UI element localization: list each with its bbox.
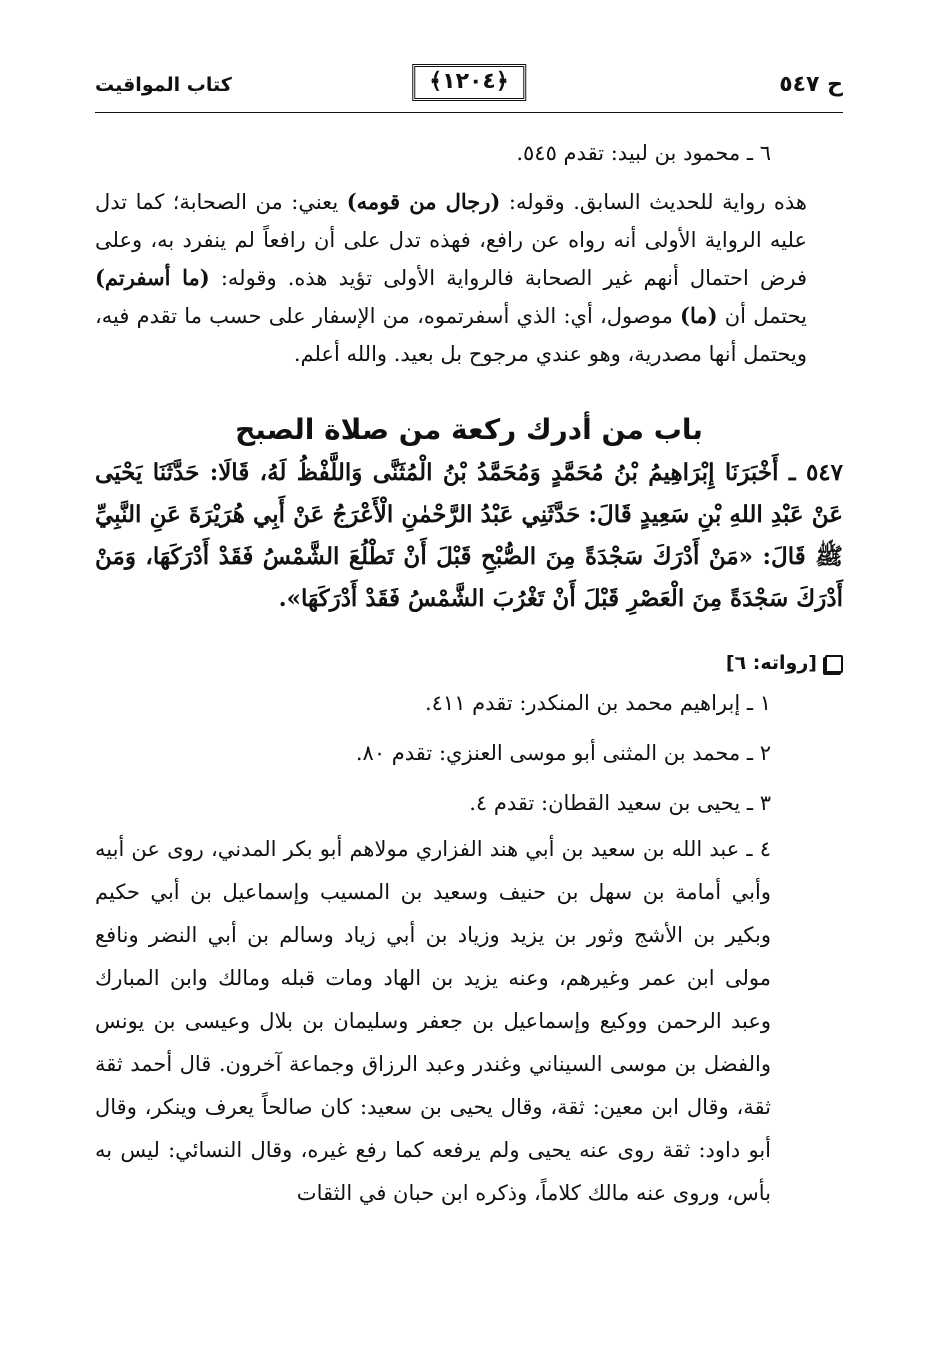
square-bullet-icon [825, 655, 843, 673]
narrator-entry: ٢ ـ محمد بن المثنى أبو موسى العنزي: تقدم ٨٠. [355, 741, 771, 765]
narrators-heading [95, 648, 843, 678]
narrator-entry: ١ ـ إبراهيم محمد بن المنكدر: تقدم ٤١١. [424, 691, 771, 715]
page-number: ﴿١٢٠٤﴾ [412, 64, 526, 101]
commentary-paragraph [95, 183, 843, 373]
commentary-quote: (ما) [680, 303, 718, 328]
book-title: كتاب المواقيت [95, 74, 232, 96]
commentary-quote: (رجال من قومه) [346, 189, 501, 214]
narrator-entry: ٣ ـ يحيى بن سعيد القطان: تقدم ٤. [469, 791, 771, 815]
hadith-reference: ح ٥٤٧ [779, 72, 843, 97]
commentary-text: هذه رواية للحديث السابق. وقوله: [500, 190, 807, 214]
running-header [95, 60, 843, 113]
hadith-text: أَخْبَرَنَا إِبْرَاهِيمُ بْنُ مُحَمَّدٍ وَمُحَمَّدُ بْنُ الْمُثَنَّى وَاللَّفْظُ لَهُ، قَالَا: حَدَّثَنَا يَحْيَى عَنْ عَبْدِ اللهِ بْنِ سَعِيدٍ قَالَ: حَدَّثَنِي عَبْدُ الرَّحْمٰنِ الْأَعْرَجُ عَنْ أَبِي هُرَيْرَةَ عَنِ النَّبِيِّ ﷺ قَالَ: «مَنْ أَدْرَكَ سَجْدَةً مِنَ الصُّبْحِ قَبْلَ أَنْ تَطْلُعَ الشَّمْسُ فَقَدْ أَدْرَكَهَا، وَمَنْ أَدْرَكَ سَجْدَةً مِنَ الْعَصْرِ قَبْلَ أَنْ تَغْرُبَ الشَّمْسُ فَقَدْ أَدْرَكَهَا». [95, 459, 843, 612]
chapter-heading: باب من أدرك ركعة من صلاة الصبح [235, 413, 703, 446]
narrators-heading-label: [رواته: ٦] [725, 652, 817, 674]
commentary-text: يعني: من الصحابة؛ كما تدل عليه الرواية الأولى أنه رواه عن رافع، فهذه تدل على أن رافعاً لم ينفرد به، وعلى فرض احتمال أنهم غير الصحابة فالرواية الأولى تؤيد هذه. وقوله: [95, 190, 807, 290]
hadith-number: ٥٤٧ ـ [788, 459, 843, 486]
narrator-biography: ٤ ـ عبد الله بن سعيد بن أبي هند الفزاري مولاهم أبو بكر المدني، روى عن أبيه وأبي أمامة بن سهل بن حنيف وسعيد بن المسيب وإسماعيل بن أبي حكيم وبكير بن الأشج وثور بن يزيد وزياد بن أبي زياد وسالم بن أبي النضر ونافع مولى ابن عمر وغيرهم، وعنه يزيد بن الهاد ومات قبله ومالك وابن المبارك وعبد الرحمن ووكيع وإسماعيل بن جعفر وسليمان بن بلال وعيسى بن يونس والفضل بن موسى السيناني وغندر وعبد الرزاق وجماعة آخرون. قال أحمد ثقة ثقة، وقال ابن معين: ثقة، وقال يحيى بن سعيد: كان صالحاً يعرف وينكر، وقال أبو داود: ثقة روى عنه يحيى ولم يرفعه كما رفع غيره، وقال النسائي: ليس به بأس، وروى عنه مالك كلاماً، وذكره ابن حبان في الثقات [95, 837, 771, 1205]
commentary-quote: (ما أسفرتم) [95, 265, 210, 290]
previous-narrator-entry: ٦ ـ محمود بن لبيد: تقدم ٥٤٥. [516, 141, 771, 165]
book-page [95, 60, 843, 1215]
commentary-text: موصول، أي: الذي أسفرتموه، من الإسفار على حسب ما تقدم فيه، ويحتمل أنها مصدرية، وهو عندي مرجوح بل بعيد. والله أعلم. [95, 304, 807, 366]
hadith-text-block [95, 452, 843, 620]
commentary-text: يحتمل أن [717, 304, 808, 328]
